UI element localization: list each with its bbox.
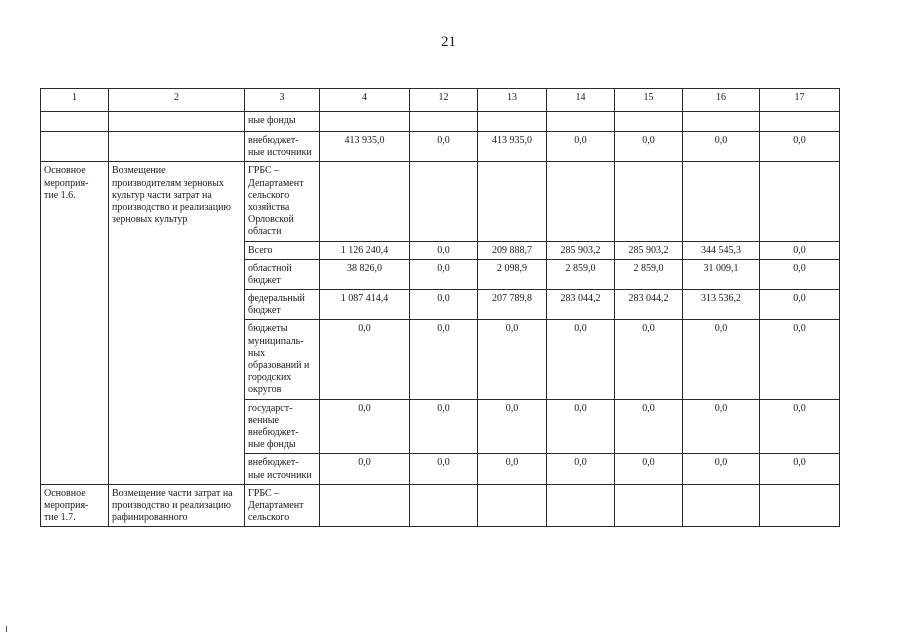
row-label: областной бюджет [245, 259, 320, 289]
empty-cell [320, 112, 410, 132]
empty-cell [410, 112, 478, 132]
empty-cell [760, 484, 840, 527]
value-cell: 344 545,3 [683, 241, 760, 259]
value-cell: 0,0 [760, 241, 840, 259]
table-row [41, 112, 840, 132]
table-row [41, 132, 840, 162]
header-cell: 1 [41, 89, 109, 112]
value-cell: 209 888,7 [478, 241, 547, 259]
value-cell: 0,0 [683, 454, 760, 484]
empty-cell [410, 162, 478, 241]
measure-title: Возмещение производителям зерновых культур части затрат на производство и реализацию зерновых культур [109, 162, 245, 484]
value-cell: 285 903,2 [547, 241, 615, 259]
value-cell: 0,0 [320, 320, 410, 399]
empty-cell [615, 162, 683, 241]
value-cell: 0,0 [760, 454, 840, 484]
value-cell: 0,0 [547, 320, 615, 399]
empty-cell [683, 484, 760, 527]
value-cell: 0,0 [760, 132, 840, 162]
measure-title: Возмещение части затрат на производство и реализацию рафинированного [109, 484, 245, 527]
value-cell: 0,0 [547, 454, 615, 484]
header-cell: 14 [547, 89, 615, 112]
value-cell: 0,0 [410, 320, 478, 399]
value-cell: 0,0 [615, 399, 683, 454]
measure-id: Основное мероприя- тие 1.7. [41, 484, 109, 527]
value-cell: 0,0 [410, 454, 478, 484]
value-cell: 0,0 [478, 320, 547, 399]
value-cell: 0,0 [760, 259, 840, 289]
header-row [41, 89, 840, 112]
empty-cell [615, 484, 683, 527]
empty-cell [683, 112, 760, 132]
value-cell: 413 935,0 [478, 132, 547, 162]
header-cell: 3 [245, 89, 320, 112]
value-cell: 313 536,2 [683, 290, 760, 320]
value-cell: 283 044,2 [615, 290, 683, 320]
value-cell: 0,0 [478, 454, 547, 484]
value-cell: 0,0 [410, 241, 478, 259]
row-label: бюджеты муниципаль- ных образований и городских округов [245, 320, 320, 399]
value-cell: 0,0 [320, 399, 410, 454]
empty-cell [109, 112, 245, 132]
row-label: внебюджет- ные источники [245, 454, 320, 484]
empty-cell [320, 484, 410, 527]
empty-cell [320, 162, 410, 241]
empty-cell [615, 112, 683, 132]
empty-cell [478, 112, 547, 132]
empty-cell [410, 484, 478, 527]
header-cell: 2 [109, 89, 245, 112]
value-cell: 0,0 [760, 399, 840, 454]
row-label: ные фонды [245, 112, 320, 132]
empty-cell [478, 162, 547, 241]
measure-id: Основное мероприя- тие 1.6. [41, 162, 109, 484]
budget-table [40, 88, 840, 527]
empty-cell [547, 162, 615, 241]
grbs-cell: ГРБС – Департамент сельского хозяйства Орловской области [245, 162, 320, 241]
value-cell: 0,0 [410, 259, 478, 289]
table-row [41, 162, 840, 241]
empty-cell [478, 484, 547, 527]
row-label: федеральный бюджет [245, 290, 320, 320]
value-cell: 0,0 [410, 290, 478, 320]
value-cell: 283 044,2 [547, 290, 615, 320]
value-cell: 2 098,9 [478, 259, 547, 289]
empty-cell [41, 112, 109, 132]
value-cell: 0,0 [320, 454, 410, 484]
value-cell: 0,0 [547, 399, 615, 454]
value-cell: 207 789,8 [478, 290, 547, 320]
empty-cell [683, 162, 760, 241]
value-cell: 2 859,0 [615, 259, 683, 289]
value-cell: 0,0 [615, 320, 683, 399]
empty-cell [109, 132, 245, 162]
value-cell: 0,0 [760, 290, 840, 320]
value-cell: 1 126 240,4 [320, 241, 410, 259]
value-cell: 1 087 414,4 [320, 290, 410, 320]
value-cell: 0,0 [683, 399, 760, 454]
table-row [41, 484, 840, 527]
scan-mark [6, 626, 7, 632]
value-cell: 413 935,0 [320, 132, 410, 162]
row-label: внебюджет- ные источники [245, 132, 320, 162]
value-cell: 0,0 [410, 132, 478, 162]
value-cell: 0,0 [760, 320, 840, 399]
value-cell: 0,0 [615, 454, 683, 484]
header-cell: 13 [478, 89, 547, 112]
grbs-cell: ГРБС – Департамент сельского [245, 484, 320, 527]
value-cell: 0,0 [615, 132, 683, 162]
header-cell: 15 [615, 89, 683, 112]
page-number: 21 [441, 34, 456, 50]
empty-cell [547, 112, 615, 132]
value-cell: 2 859,0 [547, 259, 615, 289]
value-cell: 0,0 [683, 132, 760, 162]
header-cell: 17 [760, 89, 840, 112]
value-cell: 285 903,2 [615, 241, 683, 259]
empty-cell [41, 132, 109, 162]
header-cell: 4 [320, 89, 410, 112]
value-cell: 0,0 [410, 399, 478, 454]
empty-cell [760, 112, 840, 132]
header-cell: 16 [683, 89, 760, 112]
value-cell: 38 826,0 [320, 259, 410, 289]
empty-cell [547, 484, 615, 527]
header-cell: 12 [410, 89, 478, 112]
value-cell: 0,0 [683, 320, 760, 399]
empty-cell [760, 162, 840, 241]
row-label: Всего [245, 241, 320, 259]
value-cell: 0,0 [478, 399, 547, 454]
value-cell: 31 009,1 [683, 259, 760, 289]
row-label: государст- венные внебюджет- ные фонды [245, 399, 320, 454]
value-cell: 0,0 [547, 132, 615, 162]
